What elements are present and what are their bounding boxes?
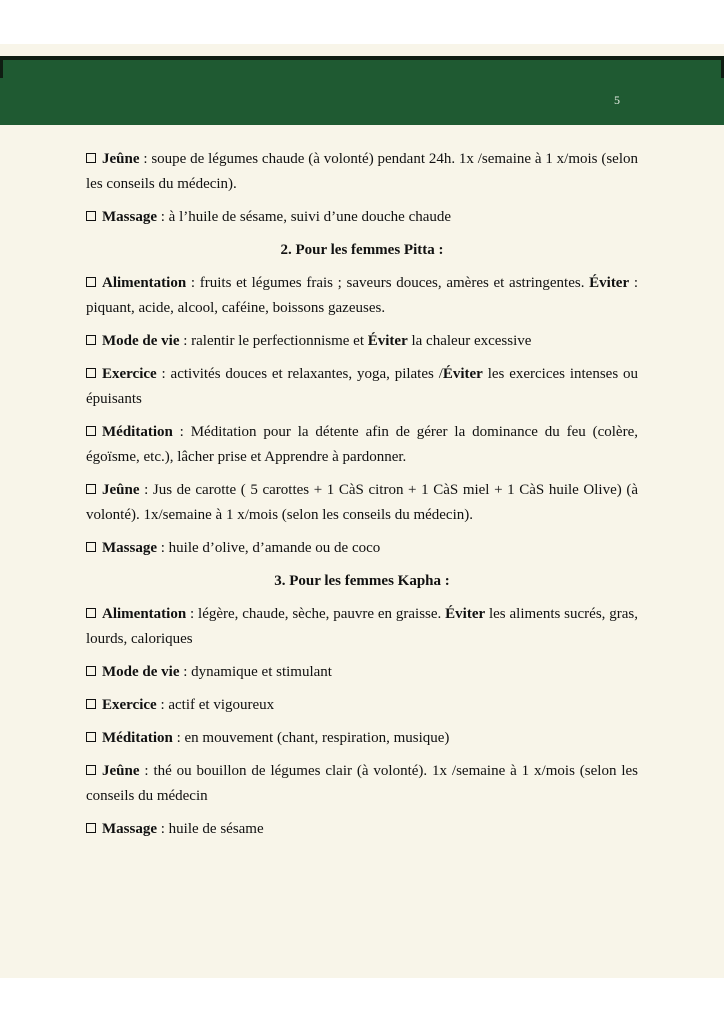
item-text: : activités douces et relaxantes, yoga, pilates / xyxy=(156,366,443,382)
list-item xyxy=(86,602,638,652)
item-text: : dynamique et stimulant xyxy=(179,664,332,680)
document-body xyxy=(86,147,638,850)
item-text: : huile de sésame xyxy=(157,821,264,837)
list-item xyxy=(86,271,638,321)
item-text-continued: la chaleur excessive xyxy=(407,333,532,349)
item-label-emphasis: Éviter xyxy=(445,606,486,622)
checkbox-icon xyxy=(86,732,96,742)
item-label: Jeûne xyxy=(102,763,140,779)
checkbox-icon xyxy=(86,666,96,676)
item-label: Mode de vie xyxy=(102,664,180,680)
list-item xyxy=(86,205,638,230)
list-item xyxy=(86,817,638,842)
section-heading-kapha: 3. Pour les femmes Kapha : xyxy=(274,573,450,589)
checkbox-icon xyxy=(86,699,96,709)
list-item xyxy=(86,362,638,412)
item-text-continued: : piquant, acide, alcool, caféine, boissons gazeuses. xyxy=(86,275,638,316)
header-left-rule xyxy=(0,56,3,78)
list-item xyxy=(86,147,638,197)
top-margin xyxy=(0,0,724,44)
item-text: : soupe de légumes chaude (à volonté) pendant 24h. 1x /semaine à 1 x/mois (selon les conseils du médecin). xyxy=(86,151,638,192)
list-item xyxy=(86,759,638,809)
item-text: : Jus de carotte ( 5 carottes + 1 CàS citron + 1 CàS miel + 1 CàS huile Olive) (à volonté). 1x/semaine à 1 x/mois (selon les conseils du médecin). xyxy=(86,482,638,523)
item-text: : Méditation pour la détente afin de gérer la dominance du feu (colère, égoïsme, etc.), lâcher prise et Apprendre à pardonner. xyxy=(86,424,638,465)
item-text: : ralentir le perfectionnisme et xyxy=(179,333,368,349)
item-label-emphasis: Éviter xyxy=(367,333,408,349)
bottom-margin xyxy=(0,978,724,1024)
item-label: Exercice xyxy=(102,697,157,713)
list-item xyxy=(86,726,638,751)
checkbox-icon xyxy=(86,277,96,287)
item-text: : huile d’olive, d’amande ou de coco xyxy=(157,540,381,556)
item-label: Massage xyxy=(102,209,157,225)
item-label: Massage xyxy=(102,540,157,556)
page-number: 5 xyxy=(614,93,620,107)
item-text: : thé ou bouillon de légumes clair (à volonté). 1x /semaine à 1 x/mois (selon les conseils du médecin xyxy=(86,763,638,804)
checkbox-icon xyxy=(86,368,96,378)
item-text: : à l’huile de sésame, suivi d’une douche chaude xyxy=(157,209,452,225)
list-item xyxy=(86,329,638,354)
item-label: Massage xyxy=(102,821,157,837)
list-item xyxy=(86,420,638,470)
checkbox-icon xyxy=(86,765,96,775)
checkbox-icon xyxy=(86,426,96,436)
section-heading-pitta: 2. Pour les femmes Pitta : xyxy=(280,242,444,258)
checkbox-icon xyxy=(86,608,96,618)
item-label: Méditation xyxy=(102,424,173,440)
item-label: Alimentation xyxy=(102,606,187,622)
checkbox-icon xyxy=(86,823,96,833)
checkbox-icon xyxy=(86,335,96,345)
checkbox-icon xyxy=(86,153,96,163)
checkbox-icon xyxy=(86,484,96,494)
checkbox-icon xyxy=(86,542,96,552)
item-label: Exercice xyxy=(102,366,157,382)
item-label-emphasis: Éviter xyxy=(589,275,630,291)
list-item xyxy=(86,693,638,718)
list-item xyxy=(86,536,638,561)
list-item xyxy=(86,478,638,528)
item-text: : actif et vigoureux xyxy=(156,697,275,713)
item-label: Jeûne xyxy=(102,151,140,167)
header-top-rule xyxy=(0,56,724,60)
list-item xyxy=(86,660,638,685)
item-label: Mode de vie xyxy=(102,333,180,349)
item-text: : légère, chaude, sèche, pauvre en graisse. xyxy=(186,606,446,622)
item-label-emphasis: Éviter xyxy=(442,366,483,382)
page-header xyxy=(0,56,724,125)
item-label: Méditation xyxy=(102,730,173,746)
item-text-continued: les aliments sucrés, gras, lourds, caloriques xyxy=(86,606,638,647)
item-label: Alimentation xyxy=(102,275,187,291)
item-text: : en mouvement (chant, respiration, musique) xyxy=(172,730,450,746)
item-label: Jeûne xyxy=(102,482,140,498)
item-text: : fruits et légumes frais ; saveurs douces, amères et astringentes. xyxy=(186,275,590,291)
checkbox-icon xyxy=(86,211,96,221)
item-text-continued: les exercices intenses ou épuisants xyxy=(86,366,638,407)
